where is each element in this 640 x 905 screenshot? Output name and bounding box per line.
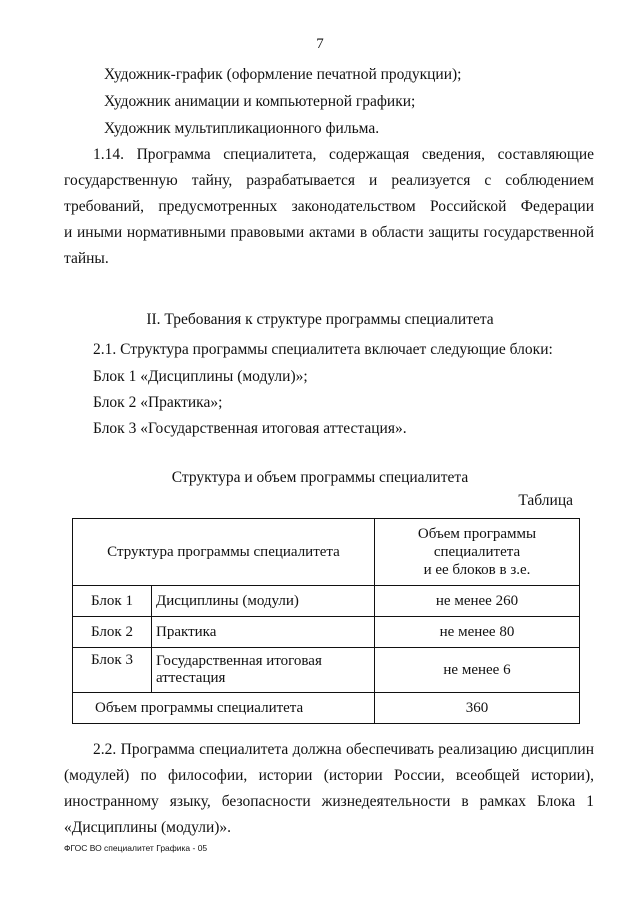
table-row — [73, 648, 580, 693]
block-cell: Блок 1 — [73, 586, 152, 617]
paragraph-2-2-line: «Дисциплины (модули)». — [64, 819, 232, 836]
block-name-cell: Практика — [152, 617, 375, 648]
list-item: Художник-график (оформление печатной продукции); — [104, 66, 462, 83]
header-volume-line: специалитета — [433, 544, 521, 560]
table-header-volume — [375, 519, 580, 586]
list-item: Художник мультипликационного фильма. — [104, 120, 380, 137]
table-header-structure: Структура программы специалитета — [73, 519, 375, 586]
list-item: Художник анимации и компьютерной графики; — [104, 93, 416, 110]
footer-note: ФГОС ВО специалитет Графика - 05 — [64, 843, 208, 853]
volume-cell: не менее 80 — [375, 617, 580, 648]
paragraph-1-14-line: и иными нормативными правовыми актами в области защиты государственной — [64, 224, 594, 241]
block-cell: Блок 2 — [73, 617, 152, 648]
structure-table — [72, 518, 580, 724]
paragraph-1-14-line: государственную тайну, разрабатывается и реализуется с соблюдением — [64, 172, 594, 189]
block-cell: Блок 3 — [73, 648, 152, 693]
table-row — [73, 586, 580, 617]
paragraph-1-14-line: тайны. — [64, 250, 109, 267]
page-number: 7 — [316, 36, 324, 52]
table-row — [73, 617, 580, 648]
block-name-cell: Государственная итоговая аттестация — [152, 648, 375, 693]
total-value-cell: 360 — [375, 693, 580, 724]
table-total-row — [73, 693, 580, 724]
block-item: Блок 1 «Дисциплины (модули)»; — [93, 368, 308, 385]
paragraph-2-2-line: иностранному языку, безопасности жизнедеятельности в рамках Блока 1 — [64, 793, 594, 810]
paragraph-1-14-line: требований, предусмотренных законодательством Российской Федерации — [64, 198, 594, 215]
table-header-row — [73, 519, 580, 586]
table-label: Таблица — [518, 492, 573, 509]
paragraph-2-2-line: (модулей) по философии, истории (истории России, всеобщей истории), — [64, 767, 594, 784]
block-item: Блок 3 «Государственная итоговая аттестация». — [93, 420, 407, 437]
volume-cell: не менее 6 — [375, 648, 580, 693]
block-name-cell: Дисциплины (модули) — [152, 586, 375, 617]
paragraph-2-2-line: 2.2. Программа специалитета должна обеспечивать реализацию дисциплин — [93, 741, 594, 758]
total-label-cell: Объем программы специалитета — [73, 693, 375, 724]
header-volume-line: и ее блоков в з.е. — [423, 562, 531, 578]
header-volume-line: Объем программы — [417, 526, 537, 542]
paragraph-2-1: 2.1. Структура программы специалитета включает следующие блоки: — [93, 341, 553, 358]
section-title: II. Требования к структуре программы специалитета — [146, 311, 494, 328]
block-item: Блок 2 «Практика»; — [93, 394, 223, 411]
table-title: Структура и объем программы специалитета — [171, 469, 469, 486]
paragraph-1-14-line: 1.14. Программа специалитета, содержащая сведения, составляющие — [93, 146, 594, 163]
volume-cell: не менее 260 — [375, 586, 580, 617]
